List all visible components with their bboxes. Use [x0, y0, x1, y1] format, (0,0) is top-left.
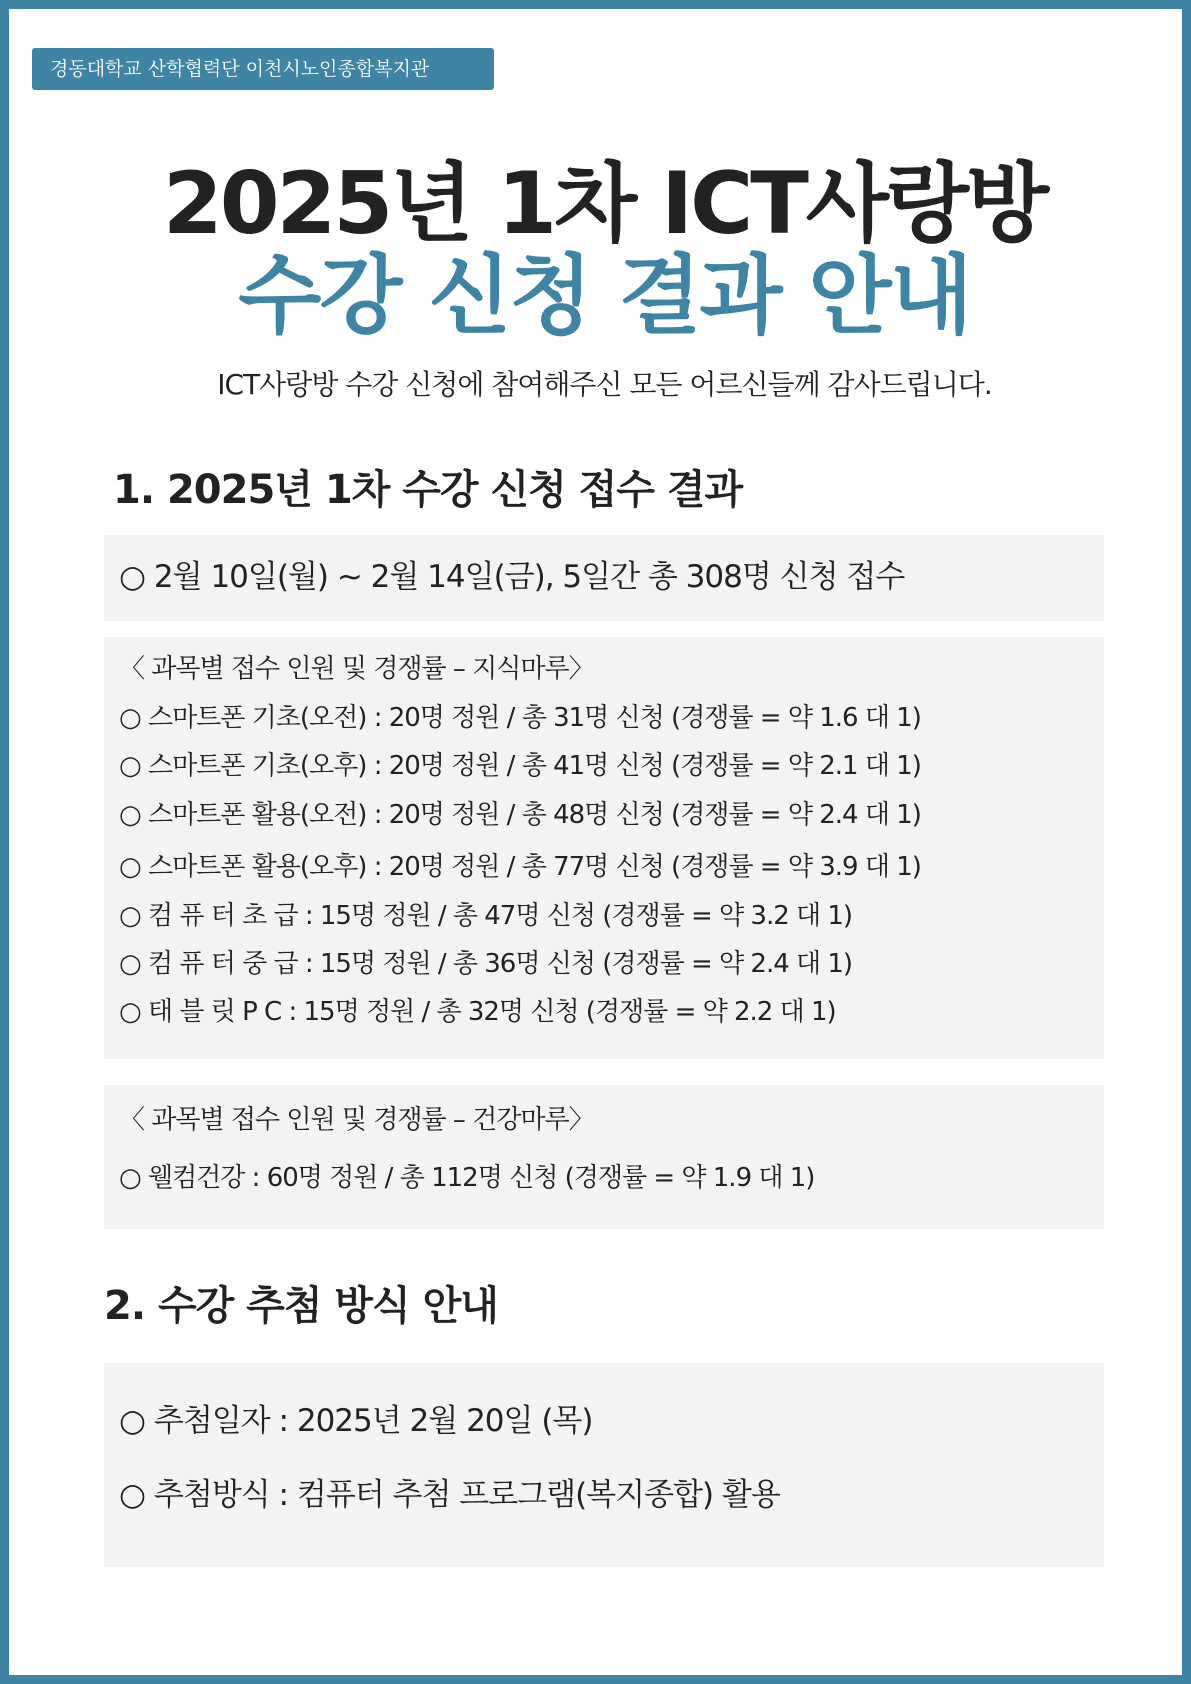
circle-bullet-icon: ○ — [119, 852, 141, 882]
list-item-text: 스마트폰 활용(오후) : 20명 정원 / 총 77명 신청 (경쟁률 = 약 3.9 대 1) — [147, 852, 921, 882]
circle-bullet-icon: ○ — [119, 559, 146, 595]
list-item — [119, 899, 852, 933]
health-panel — [104, 1085, 1104, 1229]
list-item — [119, 1401, 592, 1441]
section-1-heading: 1. 2025년 1차 수강 신청 접수 결과 — [113, 467, 743, 513]
knowledge-panel — [104, 637, 1104, 1059]
list-item — [119, 798, 921, 832]
list-item-text: 추첨일자 : 2025년 2월 20일 (목) — [153, 1403, 593, 1439]
lottery-panel — [104, 1363, 1104, 1567]
title-line-1: 2025년 1차 ICT사랑방 — [162, 154, 1047, 254]
list-item — [119, 947, 852, 981]
list-item-text: 컴 퓨 터 중 급 : 15명 정원 / 총 36명 신청 (경쟁률 = 약 2.4 대 1) — [147, 949, 853, 979]
circle-bullet-icon: ○ — [119, 703, 141, 733]
summary-line — [119, 557, 904, 597]
summary-text: 2월 10일(월) ~ 2월 14일(금), 5일간 총 308명 신청 접수 — [153, 559, 905, 595]
circle-bullet-icon: ○ — [119, 751, 141, 781]
circle-bullet-icon: ○ — [119, 1477, 146, 1513]
health-heading: 〈 과목별 접수 인원 및 경쟁률 – 건강마루〉 — [119, 1105, 594, 1135]
list-item — [119, 995, 836, 1029]
list-item-text: 컴 퓨 터 초 급 : 15명 정원 / 총 47명 신청 (경쟁률 = 약 3.2 대 1) — [147, 901, 853, 931]
list-item-text: 웰컴건강 : 60명 정원 / 총 112명 신청 (경쟁률 = 약 1.9 대 1) — [147, 1163, 815, 1193]
list-item — [119, 1475, 780, 1515]
circle-bullet-icon: ○ — [119, 1403, 146, 1439]
subtitle: ICT사랑방 수강 신청에 참여해주신 모든 어르신들께 감사드립니다. — [217, 368, 992, 401]
list-item-text: 스마트폰 기초(오후) : 20명 정원 / 총 41명 신청 (경쟁률 = 약 2.1 대 1) — [147, 751, 921, 781]
knowledge-heading: 〈 과목별 접수 인원 및 경쟁률 – 지식마루〉 — [119, 654, 594, 684]
circle-bullet-icon: ○ — [119, 997, 141, 1027]
list-item-text: 스마트폰 기초(오전) : 20명 정원 / 총 31명 신청 (경쟁률 = 약 1.6 대 1) — [147, 703, 921, 733]
circle-bullet-icon: ○ — [119, 901, 141, 931]
list-item-text: 태 블 릿 P C : 15명 정원 / 총 32명 신청 (경쟁률 = 약 2.2 대 1) — [147, 997, 836, 1027]
list-item — [119, 701, 921, 735]
organization-badge: 경동대학교 산학협력단 이천시노인종합복지관 — [32, 48, 494, 90]
list-item — [119, 850, 921, 884]
list-item-text: 스마트폰 활용(오전) : 20명 정원 / 총 48명 신청 (경쟁률 = 약 2.4 대 1) — [147, 800, 921, 830]
circle-bullet-icon: ○ — [119, 949, 141, 979]
section-2-heading: 2. 수강 추첨 방식 안내 — [104, 1283, 498, 1329]
title-line-2: 수강 신청 결과 안내 — [238, 246, 971, 346]
list-item-text: 추첨방식 : 컴퓨터 추첨 프로그램(복지종합) 활용 — [153, 1477, 780, 1513]
circle-bullet-icon: ○ — [119, 800, 141, 830]
list-item — [119, 749, 921, 783]
circle-bullet-icon: ○ — [119, 1163, 141, 1193]
list-item — [119, 1161, 814, 1195]
summary-panel — [104, 535, 1104, 621]
